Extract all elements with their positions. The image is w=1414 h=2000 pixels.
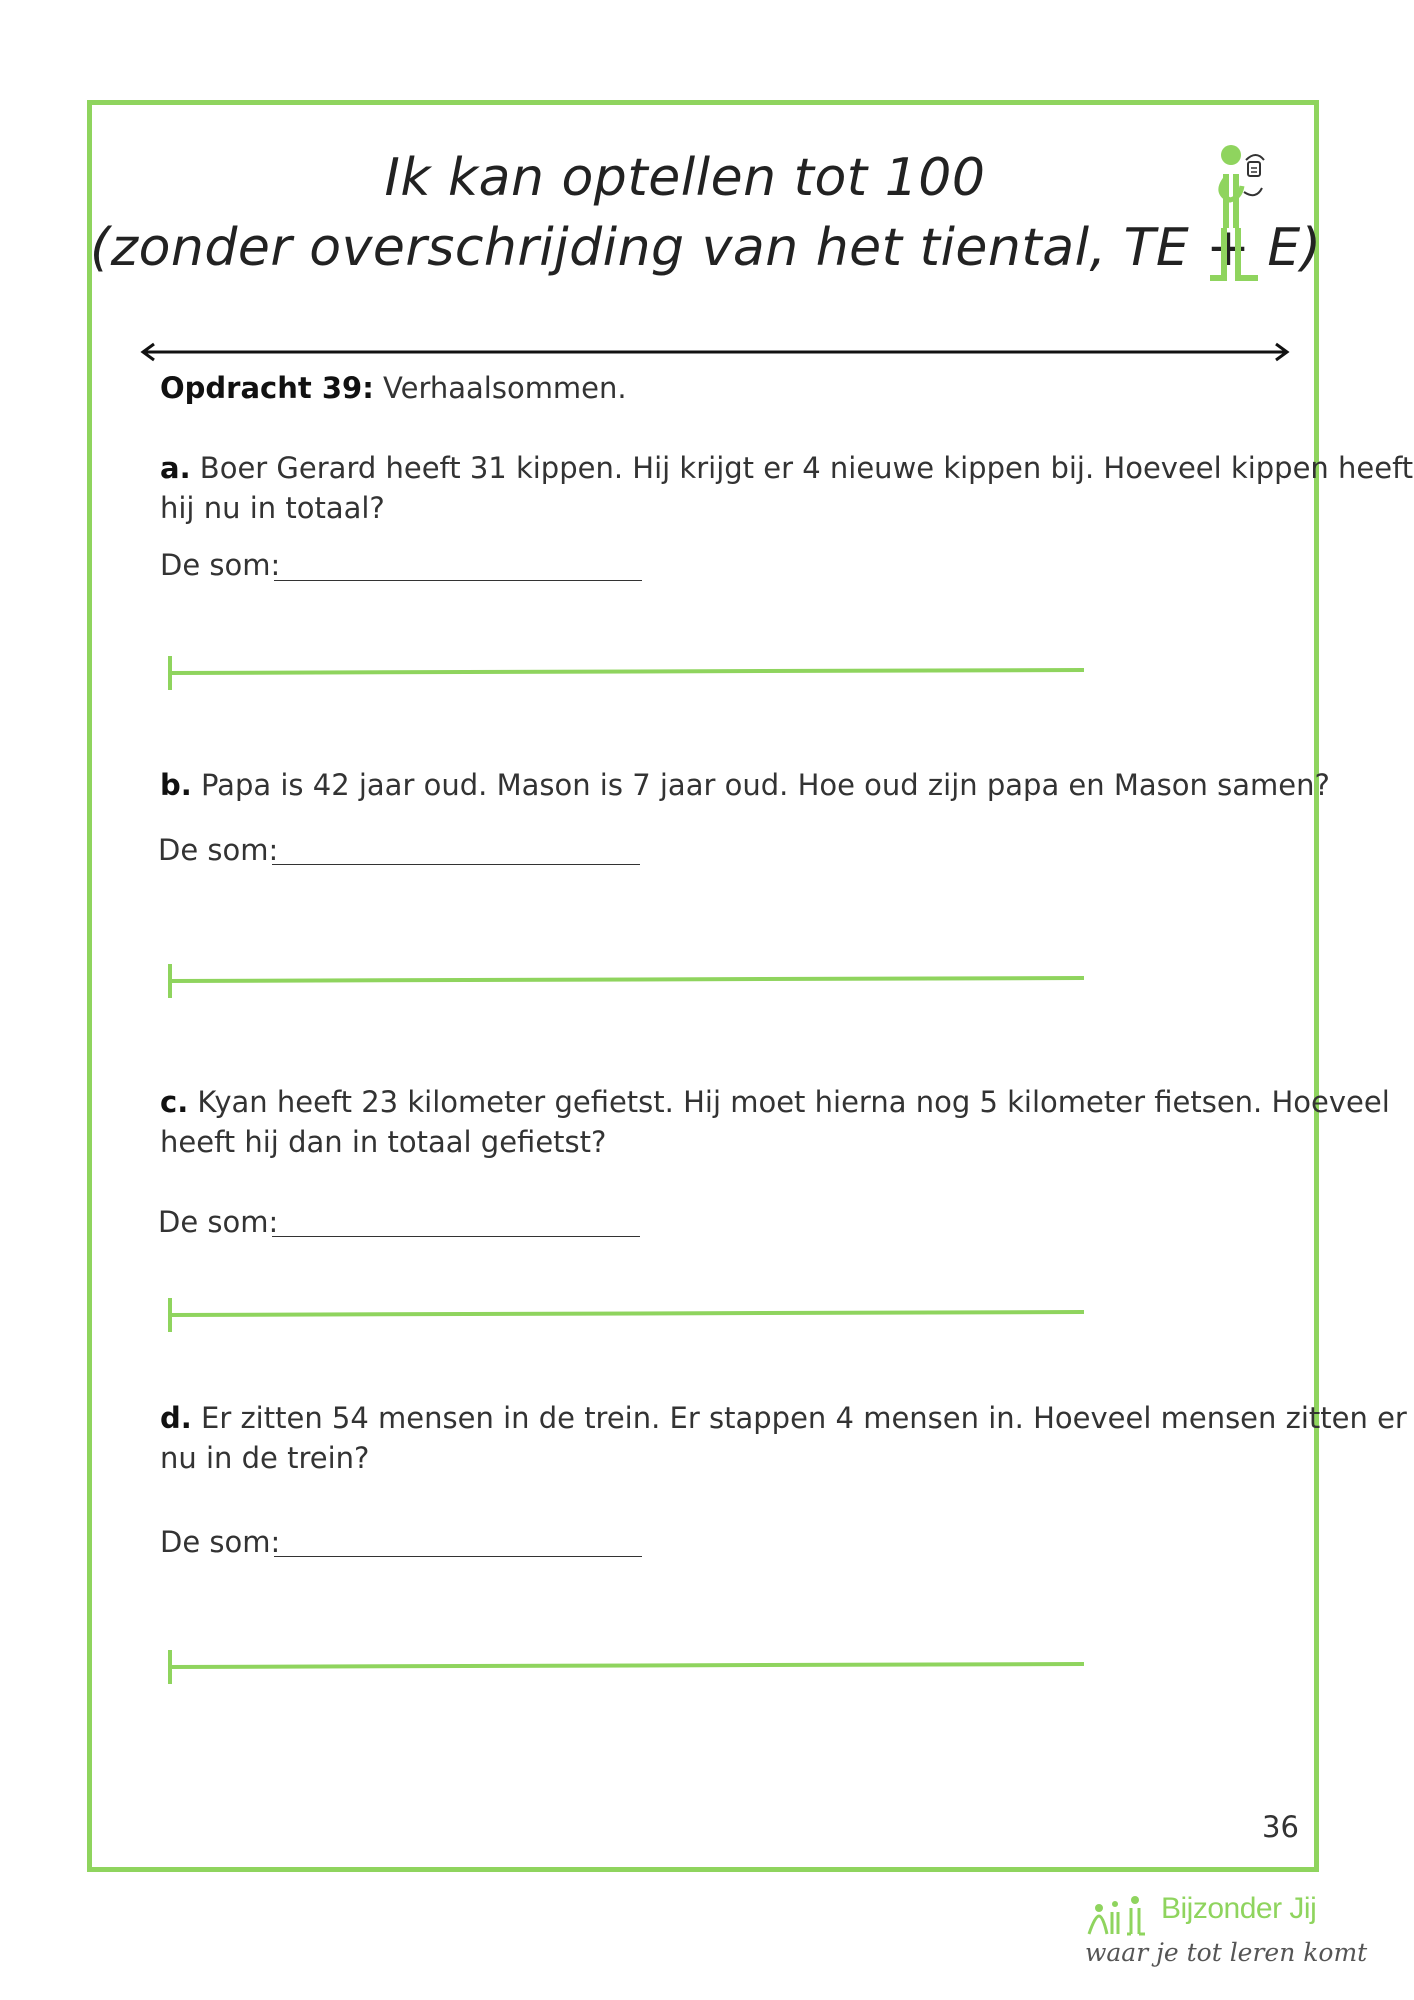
question-c-answer-blank[interactable] (272, 1236, 640, 1237)
question-d-letter: d. (160, 1401, 192, 1435)
question-a-line-1 (160, 448, 1413, 488)
question-b-text: Papa is 42 jaar oud. Mason is 7 jaar oud. Hoe oud zijn papa en Mason samen? (191, 768, 1330, 802)
page-title-line-2: (zonder overschrijding van het tiental, TE + E) (90, 218, 1322, 278)
question-a-letter: a. (160, 451, 191, 485)
page-title-line-1: Ik kan optellen tot 100 (384, 148, 986, 208)
assignment-heading (160, 368, 627, 408)
logo-brand-name: Bijzonder Jij (1161, 1892, 1317, 1925)
question-b-line-1 (160, 765, 1330, 805)
question-a-number-line[interactable] (164, 648, 1094, 698)
assignment-label: Opdracht 39: (160, 371, 374, 405)
question-b-som-label: De som: (158, 833, 279, 867)
question-d-text: Er zitten 54 mensen in de trein. Er stappen 4 mensen in. Hoeveel mensen zitten er (191, 1401, 1407, 1435)
brand-logo (1085, 1888, 1368, 1983)
question-d-line-2: nu in de trein? (160, 1441, 370, 1475)
question-a-som-label: De som: (160, 548, 281, 582)
question-d-line-1 (160, 1398, 1407, 1438)
question-d-answer-blank[interactable] (274, 1556, 642, 1557)
question-b-answer-blank[interactable] (272, 864, 640, 865)
question-c-letter: c. (160, 1085, 189, 1119)
question-c-number-line[interactable] (164, 1290, 1094, 1340)
question-a-answer-blank[interactable] (274, 580, 642, 581)
question-b-number-line[interactable] (164, 956, 1094, 1006)
question-c-line-2: heeft hij dan in totaal gefietst? (160, 1125, 607, 1159)
page-number: 36 (1262, 1810, 1299, 1844)
question-a-line-2: hij nu in totaal? (160, 491, 385, 525)
question-b-letter: b. (160, 768, 192, 802)
question-c-line-1 (160, 1082, 1390, 1122)
double-arrow-divider (140, 340, 1290, 364)
logo-tagline: waar je tot leren komt (1085, 1938, 1368, 1967)
question-c-text: Kyan heeft 23 kilometer gefietst. Hij moet hierna nog 5 kilometer fietsen. Hoeveel (188, 1085, 1390, 1119)
question-d-number-line[interactable] (164, 1642, 1094, 1692)
family-figures-icon (1085, 1894, 1155, 1936)
assignment-text: Verhaalsommen. (373, 371, 627, 405)
thinking-figure-icon (1196, 138, 1276, 288)
question-d-som-label: De som: (160, 1525, 281, 1559)
question-a-text: Boer Gerard heeft 31 kippen. Hij krijgt er 4 nieuwe kippen bij. Hoeveel kippen heeft (190, 451, 1414, 485)
question-c-som-label: De som: (158, 1205, 279, 1239)
